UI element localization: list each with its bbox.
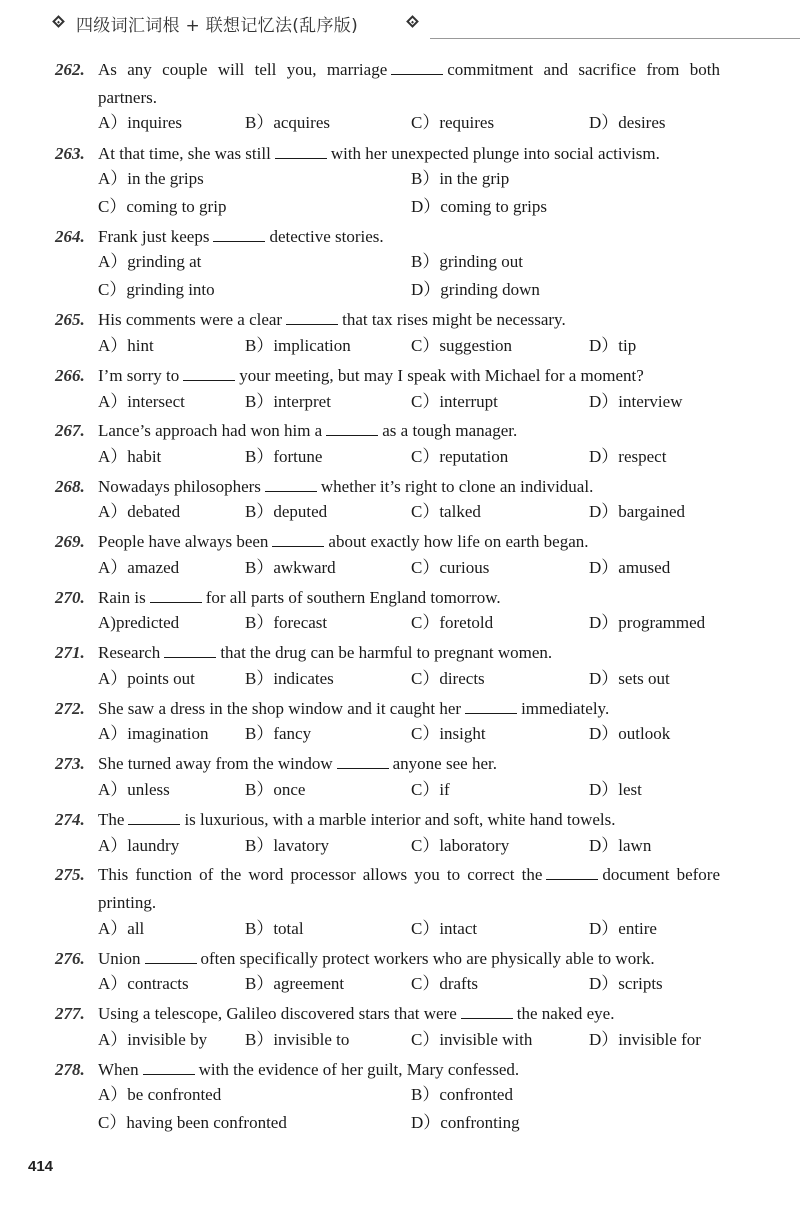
stem-text-after-blank: commitment and sacrifice from both partners.: [98, 60, 720, 107]
stem-text-after-blank: with the evidence of her guilt, Mary confessed.: [198, 1060, 520, 1079]
answer-option: A）invisible by: [98, 1030, 208, 1049]
answer-blank: [128, 810, 180, 825]
answer-blank: [275, 144, 327, 159]
question-stem: [98, 861, 720, 916]
stem-text-before-blank: Frank just keeps: [98, 227, 210, 246]
stem-text-before-blank: When: [98, 1060, 139, 1079]
answer-option: C）interrupt: [411, 392, 498, 411]
question-stem: [98, 1000, 720, 1028]
answer-option: D）invisible for: [589, 1030, 701, 1049]
answer-option: A）imagination: [98, 724, 209, 743]
question-number: 262.: [55, 60, 85, 79]
answer-option: A）laundry: [98, 836, 180, 855]
question-number: 277.: [55, 1004, 85, 1023]
answer-blank: [326, 421, 378, 436]
answer-option: A）contracts: [98, 974, 189, 993]
answer-option: B）forecast: [245, 613, 328, 632]
diamond-bullet-icon: [406, 15, 419, 28]
stem-text-before-blank: I’m sorry to: [98, 366, 180, 385]
answer-option: B）awkward: [245, 558, 336, 577]
answer-option: D）desires: [589, 113, 666, 132]
answer-option: C）grinding into: [98, 280, 215, 299]
stem-text-after-blank: detective stories.: [269, 227, 384, 246]
question-number: 267.: [55, 421, 85, 440]
stem-text-before-blank: At that time, she was still: [98, 144, 271, 163]
stem-text-after-blank: that the drug can be harmful to pregnant women.: [220, 643, 553, 662]
answer-option: A）hint: [98, 336, 154, 355]
stem-text-before-blank: Rain is: [98, 588, 146, 607]
stem-text-after-blank: document before printing.: [98, 865, 721, 912]
answer-blank: [461, 1004, 513, 1019]
answer-option: A）all: [98, 919, 145, 938]
answer-option: D）respect: [589, 447, 667, 466]
answer-option: D）bargained: [589, 502, 685, 521]
answer-blank: [391, 60, 443, 75]
question-number: 268.: [55, 477, 85, 496]
answer-option: C）directs: [411, 669, 485, 688]
answer-blank: [183, 366, 235, 381]
question-stem: [98, 56, 720, 111]
answer-blank: [546, 865, 598, 880]
stem-text-after-blank: immediately.: [521, 699, 610, 718]
answer-blank: [143, 1060, 195, 1075]
stem-text-before-blank: She saw a dress in the shop window and it caught her: [98, 699, 462, 718]
answer-option: A）intersect: [98, 392, 185, 411]
answer-option: D）interview: [589, 392, 683, 411]
stem-text-after-blank: about exactly how life on earth began.: [328, 532, 589, 551]
answer-option: A）be confronted: [98, 1085, 222, 1104]
question-stem: [98, 140, 720, 168]
question-stem: [98, 528, 720, 556]
answer-blank: [337, 754, 389, 769]
answer-option: D）scripts: [589, 974, 663, 993]
answer-option: C）foretold: [411, 613, 494, 632]
answer-option: C）insight: [411, 724, 486, 743]
answer-option: A）amazed: [98, 558, 180, 577]
question-stem: [98, 806, 720, 834]
answer-option: C）drafts: [411, 974, 479, 993]
answer-option: D）lawn: [589, 836, 652, 855]
page-number: 414: [28, 1158, 54, 1175]
answer-option: D）lest: [589, 780, 642, 799]
question-number: 270.: [55, 588, 85, 607]
book-title: 四级词汇词根 + 联想记忆法(乱序版): [76, 16, 359, 36]
answer-option: A）in the grips: [98, 169, 204, 188]
answer-option: D）sets out: [589, 669, 670, 688]
stem-text-before-blank: As any couple will tell you, marriage: [98, 60, 388, 79]
answer-option: B）indicates: [245, 669, 334, 688]
question-stem: [98, 750, 720, 778]
question-stem: [98, 639, 720, 667]
question-number: 272.: [55, 699, 85, 718]
answer-option: C）laboratory: [411, 836, 510, 855]
answer-option: D）outlook: [589, 724, 671, 743]
question-number: 264.: [55, 227, 85, 246]
stem-text-after-blank: the naked eye.: [516, 1004, 615, 1023]
stem-text-before-blank: People have always been: [98, 532, 269, 551]
answer-option: B）once: [245, 780, 306, 799]
answer-option: B）acquires: [245, 113, 330, 132]
diamond-bullet-icon: [52, 15, 65, 28]
header-rule: [430, 38, 800, 39]
answer-option: D）grinding down: [411, 280, 540, 299]
question-number: 266.: [55, 366, 85, 385]
answer-option: C）intact: [411, 919, 478, 938]
answer-option: B）in the grip: [411, 169, 510, 188]
answer-option: D）amused: [589, 558, 671, 577]
question-number: 271.: [55, 643, 85, 662]
question-number: 269.: [55, 532, 85, 551]
question-number: 274.: [55, 810, 85, 829]
stem-text-before-blank: Using a telescope, Galileo discovered stars that were: [98, 1004, 457, 1023]
answer-option: B）confronted: [411, 1085, 513, 1104]
answer-option: B）lavatory: [245, 836, 330, 855]
answer-blank: [465, 699, 517, 714]
answer-blank: [213, 227, 265, 242]
question-stem: [98, 584, 720, 612]
answer-option: D）tip: [589, 336, 637, 355]
answer-option: A）points out: [98, 669, 195, 688]
answer-option: B）implication: [245, 336, 351, 355]
answer-option: D）programmed: [589, 613, 706, 632]
answer-option: B）agreement: [245, 974, 345, 993]
stem-text-after-blank: your meeting, but may I speak with Michael for a moment?: [239, 366, 644, 385]
question-number: 265.: [55, 310, 85, 329]
answer-option: A）grinding at: [98, 252, 202, 271]
question-number: 278.: [55, 1060, 85, 1079]
answer-blank: [164, 643, 216, 658]
answer-option: B）fancy: [245, 724, 312, 743]
answer-option: C）curious: [411, 558, 490, 577]
stem-text-before-blank: This function of the word processor allows you to correct the: [98, 865, 543, 884]
answer-option: A）unless: [98, 780, 170, 799]
question-stem: [98, 695, 720, 723]
question-stem: [98, 417, 720, 445]
stem-text-before-blank: Research: [98, 643, 161, 662]
question-stem: [98, 473, 720, 501]
answer-option: C）if: [411, 780, 450, 799]
question-number: 275.: [55, 865, 85, 884]
question-stem: [98, 945, 720, 973]
question-number: 263.: [55, 144, 85, 163]
question-stem: [98, 223, 720, 251]
answer-option: A）habit: [98, 447, 162, 466]
answer-option: A)predicted: [98, 613, 180, 632]
stem-text-after-blank: whether it’s right to clone an individual.: [320, 477, 594, 496]
answer-option: C）having been confronted: [98, 1113, 287, 1132]
stem-text-after-blank: with her unexpected plunge into social activism.: [330, 144, 660, 163]
answer-blank: [150, 588, 202, 603]
answer-option: B）fortune: [245, 447, 323, 466]
answer-option: A）debated: [98, 502, 181, 521]
answer-blank: [265, 477, 317, 492]
answer-option: A）inquires: [98, 113, 183, 132]
answer-option: B）invisible to: [245, 1030, 350, 1049]
answer-option: C）reputation: [411, 447, 509, 466]
answer-blank: [272, 532, 324, 547]
answer-blank: [145, 949, 197, 964]
answer-option: C）talked: [411, 502, 481, 521]
stem-text-after-blank: is luxurious, with a marble interior and soft, white hand towels.: [184, 810, 616, 829]
page-header: [50, 8, 800, 38]
answer-option: B）deputed: [245, 502, 328, 521]
answer-option: B）interpret: [245, 392, 331, 411]
stem-text-before-blank: Nowadays philosophers: [98, 477, 261, 496]
stem-text-after-blank: often specifically protect workers who are physically able to work.: [200, 949, 655, 968]
question-stem: [98, 1056, 720, 1084]
stem-text-after-blank: as a tough manager.: [382, 421, 518, 440]
answer-option: D）entire: [589, 919, 657, 938]
question-number: 273.: [55, 754, 85, 773]
question-stem: [98, 362, 720, 390]
stem-text-before-blank: She turned away from the window: [98, 754, 333, 773]
question-number: 276.: [55, 949, 85, 968]
answer-option: B）total: [245, 919, 304, 938]
stem-text-after-blank: for all parts of southern England tomorrow.: [205, 588, 501, 607]
question-stem: [98, 306, 720, 334]
answer-option: C）coming to grip: [98, 197, 227, 216]
answer-option: C）requires: [411, 113, 495, 132]
stem-text-before-blank: His comments were a clear: [98, 310, 283, 329]
stem-text-after-blank: that tax rises might be necessary.: [342, 310, 566, 329]
stem-text-before-blank: Union: [98, 949, 141, 968]
stem-text-after-blank: anyone see her.: [392, 754, 497, 773]
stem-text-before-blank: Lance’s approach had won him a: [98, 421, 323, 440]
stem-text-before-blank: The: [98, 810, 125, 829]
answer-option: D）coming to grips: [411, 197, 547, 216]
answer-option: C）invisible with: [411, 1030, 533, 1049]
answer-option: B）grinding out: [411, 252, 523, 271]
answer-blank: [286, 310, 338, 325]
answer-option: C）suggestion: [411, 336, 513, 355]
answer-option: D）confronting: [411, 1113, 520, 1132]
